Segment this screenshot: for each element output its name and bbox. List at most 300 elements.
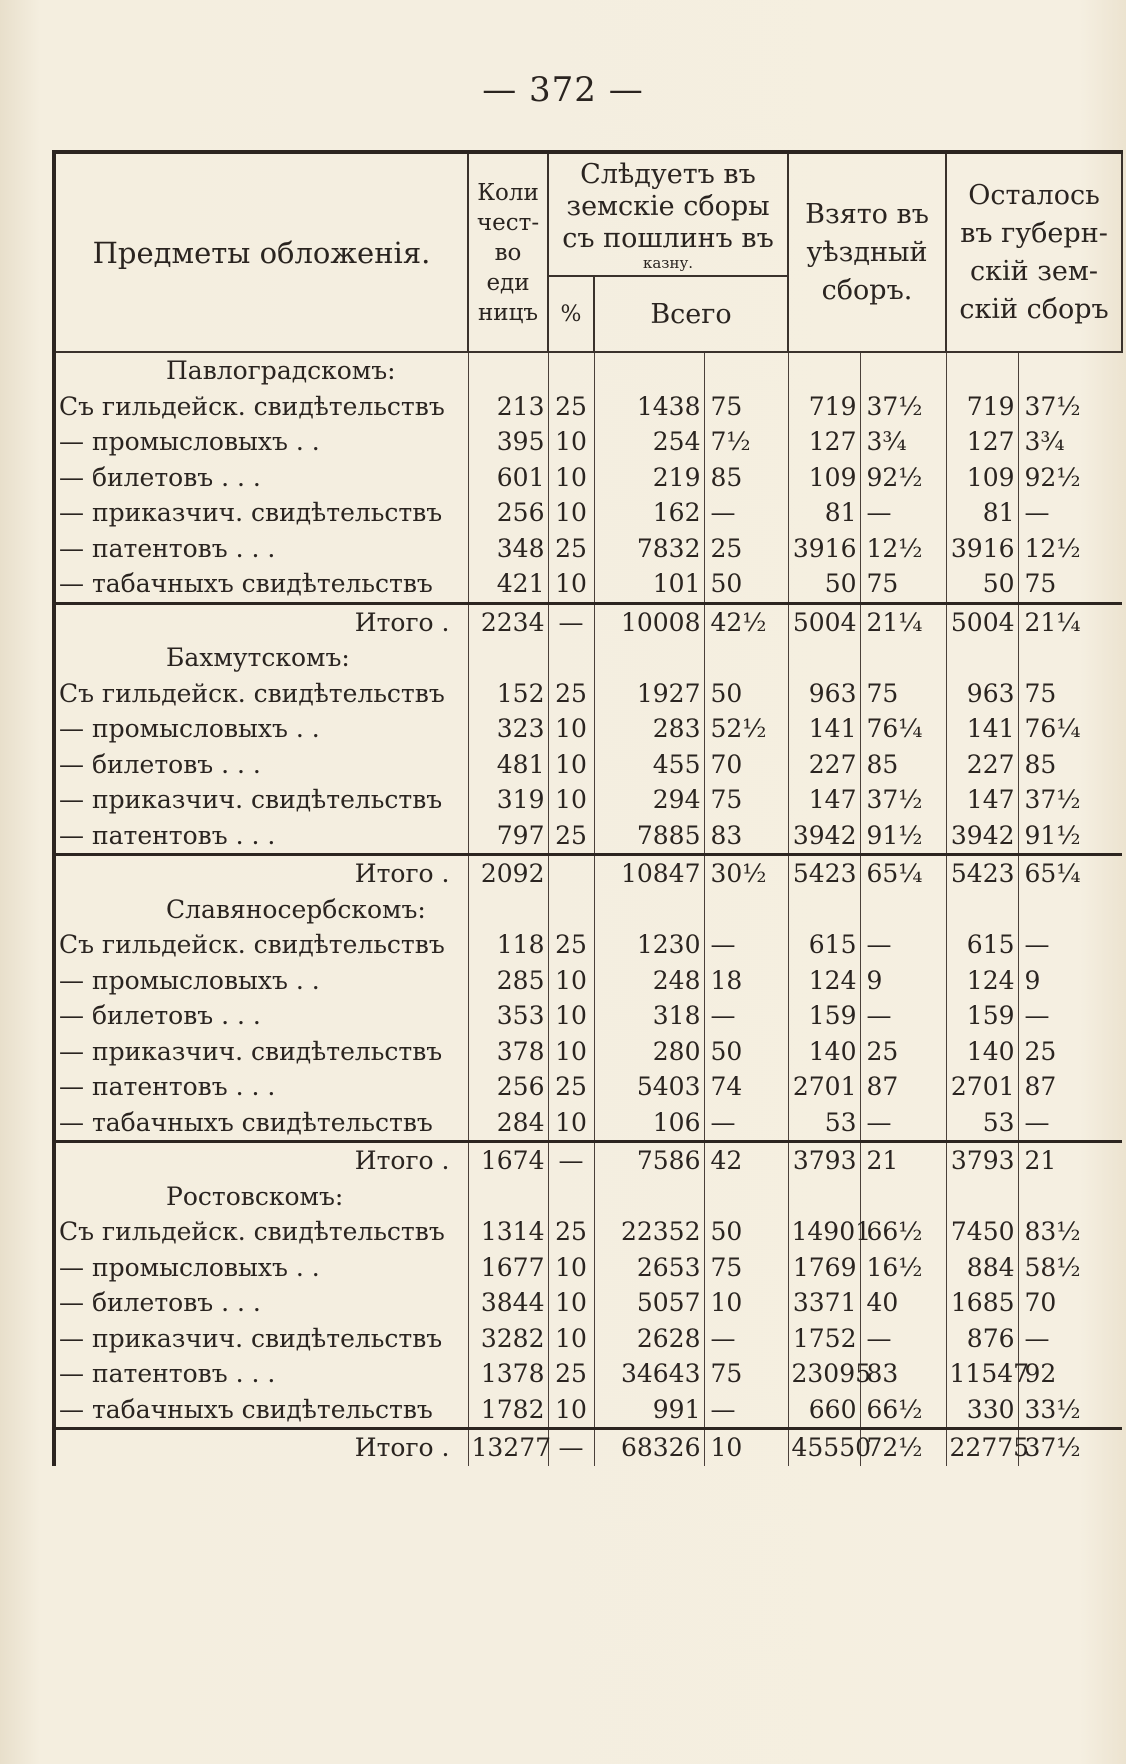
table-header bbox=[54, 152, 1122, 352]
header-quantity: Коли чест- во еди ницъ bbox=[468, 152, 548, 352]
empty-cell bbox=[860, 640, 946, 676]
total-rubles-cell: 22352 bbox=[594, 1214, 704, 1250]
total-rubles-cell: 2628 bbox=[594, 1321, 704, 1357]
quantity-cell: 213 bbox=[468, 389, 548, 425]
table-row bbox=[54, 566, 1122, 603]
empty-cell bbox=[860, 352, 946, 389]
total-uezd-rubles-cell: 3793 bbox=[788, 1142, 860, 1179]
gubern-rubles-cell: 159 bbox=[946, 998, 1018, 1034]
total-rubles-cell: 106 bbox=[594, 1105, 704, 1142]
total-row bbox=[54, 603, 1122, 640]
uezd-rubles-cell: 1769 bbox=[788, 1250, 860, 1286]
quantity-cell: 797 bbox=[468, 818, 548, 855]
total-kopecks-cell: — bbox=[704, 1105, 788, 1142]
quantity-cell: 3282 bbox=[468, 1321, 548, 1357]
percent-cell: 10 bbox=[548, 424, 594, 460]
quantity-cell: 601 bbox=[468, 460, 548, 496]
total-uezd-rubles-cell: 5004 bbox=[788, 603, 860, 640]
quantity-cell: 256 bbox=[468, 1069, 548, 1105]
table-row bbox=[54, 1214, 1122, 1250]
gubern-rubles-cell: 11547 bbox=[946, 1356, 1018, 1392]
quantity-cell: 421 bbox=[468, 566, 548, 603]
empty-cell bbox=[1018, 892, 1122, 928]
percent-cell: 10 bbox=[548, 1392, 594, 1429]
table-row bbox=[54, 782, 1122, 818]
total-quantity-cell: 1674 bbox=[468, 1142, 548, 1179]
table-row bbox=[54, 1356, 1122, 1392]
table-row bbox=[54, 747, 1122, 783]
quantity-cell: 285 bbox=[468, 963, 548, 999]
quantity-cell: 256 bbox=[468, 495, 548, 531]
table-row bbox=[54, 676, 1122, 712]
total-rubles-cell: 1927 bbox=[594, 676, 704, 712]
gubern-kopecks-cell: 92½ bbox=[1018, 460, 1122, 496]
section-title: Павлоградскомъ: bbox=[54, 352, 468, 389]
row-label: — патентовъ . . . bbox=[54, 1356, 468, 1392]
total-kopecks-cell: — bbox=[704, 495, 788, 531]
gubern-rubles-cell: 50 bbox=[946, 566, 1018, 603]
empty-cell bbox=[1018, 352, 1122, 389]
quantity-cell: 284 bbox=[468, 1105, 548, 1142]
row-label: — билетовъ . . . bbox=[54, 460, 468, 496]
empty-cell bbox=[946, 1179, 1018, 1215]
gubern-rubles-cell: 2701 bbox=[946, 1069, 1018, 1105]
quantity-cell: 395 bbox=[468, 424, 548, 460]
total-rubles-cell: 991 bbox=[594, 1392, 704, 1429]
table-row bbox=[54, 927, 1122, 963]
uezd-kopecks-cell: 66½ bbox=[860, 1392, 946, 1429]
empty-cell bbox=[860, 1179, 946, 1215]
section-title: Бахмутскомъ: bbox=[54, 640, 468, 676]
uezd-kopecks-cell: 83 bbox=[860, 1356, 946, 1392]
total-rubles-cell: 294 bbox=[594, 782, 704, 818]
header-gubern: Осталось въ губерн- скій зем- скій сборъ bbox=[946, 152, 1122, 352]
gubern-kopecks-cell: 92 bbox=[1018, 1356, 1122, 1392]
total-kopecks-cell: — bbox=[704, 998, 788, 1034]
uezd-rubles-cell: 159 bbox=[788, 998, 860, 1034]
uezd-rubles-cell: 23095 bbox=[788, 1356, 860, 1392]
gubern-rubles-cell: 141 bbox=[946, 711, 1018, 747]
row-label: — патентовъ . . . bbox=[54, 531, 468, 567]
gubern-kopecks-cell: 9 bbox=[1018, 963, 1122, 999]
total-kopecks-cell: — bbox=[704, 1392, 788, 1429]
total-kopecks-cell: 75 bbox=[704, 782, 788, 818]
empty-cell bbox=[548, 892, 594, 928]
total-kopecks-cell: 70 bbox=[704, 747, 788, 783]
row-label: — промысловыхъ . . bbox=[54, 424, 468, 460]
percent-cell: 10 bbox=[548, 1250, 594, 1286]
uezd-rubles-cell: 109 bbox=[788, 460, 860, 496]
empty-cell bbox=[704, 352, 788, 389]
uezd-kopecks-cell: 75 bbox=[860, 566, 946, 603]
header-percent: % bbox=[548, 276, 594, 352]
uezd-rubles-cell: 53 bbox=[788, 1105, 860, 1142]
table-row bbox=[54, 1321, 1122, 1357]
gubern-kopecks-cell: 58½ bbox=[1018, 1250, 1122, 1286]
uezd-kopecks-cell: 87 bbox=[860, 1069, 946, 1105]
tax-table bbox=[52, 150, 1123, 1466]
uezd-rubles-cell: 81 bbox=[788, 495, 860, 531]
percent-cell: 10 bbox=[548, 1321, 594, 1357]
total-rubles-cell: 101 bbox=[594, 566, 704, 603]
table-row bbox=[54, 1285, 1122, 1321]
percent-cell: 10 bbox=[548, 998, 594, 1034]
table-row bbox=[54, 1034, 1122, 1070]
gubern-rubles-cell: 147 bbox=[946, 782, 1018, 818]
total-uezd-kopecks-cell: 72½ bbox=[860, 1429, 946, 1466]
quantity-cell: 152 bbox=[468, 676, 548, 712]
total-gubern-rubles-cell: 5004 bbox=[946, 603, 1018, 640]
gubern-rubles-cell: 3942 bbox=[946, 818, 1018, 855]
total-kopecks-cell: 50 bbox=[704, 676, 788, 712]
total-gubern-kopecks-cell: 65¼ bbox=[1018, 855, 1122, 892]
total-rubles-cell: 283 bbox=[594, 711, 704, 747]
total-percent-cell bbox=[548, 855, 594, 892]
total-rubles-cell: 280 bbox=[594, 1034, 704, 1070]
uezd-rubles-cell: 1752 bbox=[788, 1321, 860, 1357]
gubern-kopecks-cell: 75 bbox=[1018, 676, 1122, 712]
total-total-rubles-cell: 10847 bbox=[594, 855, 704, 892]
uezd-rubles-cell: 140 bbox=[788, 1034, 860, 1070]
uezd-kopecks-cell: — bbox=[860, 998, 946, 1034]
quantity-cell: 481 bbox=[468, 747, 548, 783]
header-due-group: Слѣдуетъ въ земскіе сборы съ пошлинъ въ казну. bbox=[548, 152, 788, 276]
total-rubles-cell: 2653 bbox=[594, 1250, 704, 1286]
row-label: — билетовъ . . . bbox=[54, 747, 468, 783]
uezd-rubles-cell: 660 bbox=[788, 1392, 860, 1429]
table-row bbox=[54, 711, 1122, 747]
gubern-kopecks-cell: 76¼ bbox=[1018, 711, 1122, 747]
percent-cell: 10 bbox=[548, 747, 594, 783]
row-label: — билетовъ . . . bbox=[54, 1285, 468, 1321]
row-label: Съ гильдейск. свидѣтельствъ bbox=[54, 927, 468, 963]
percent-cell: 25 bbox=[548, 1069, 594, 1105]
uezd-rubles-cell: 14901 bbox=[788, 1214, 860, 1250]
table-row bbox=[54, 963, 1122, 999]
total-uezd-kopecks-cell: 21¼ bbox=[860, 603, 946, 640]
gubern-rubles-cell: 140 bbox=[946, 1034, 1018, 1070]
total-gubern-rubles-cell: 22775 bbox=[946, 1429, 1018, 1466]
empty-cell bbox=[594, 1179, 704, 1215]
gubern-rubles-cell: 7450 bbox=[946, 1214, 1018, 1250]
percent-cell: 10 bbox=[548, 782, 594, 818]
percent-cell: 10 bbox=[548, 566, 594, 603]
uezd-kopecks-cell: — bbox=[860, 1105, 946, 1142]
total-kopecks-cell: 83 bbox=[704, 818, 788, 855]
uezd-kopecks-cell: 37½ bbox=[860, 782, 946, 818]
table-row bbox=[54, 460, 1122, 496]
table-row bbox=[54, 1105, 1122, 1142]
gubern-kopecks-cell: 83½ bbox=[1018, 1214, 1122, 1250]
empty-cell bbox=[468, 352, 548, 389]
percent-cell: 10 bbox=[548, 1034, 594, 1070]
total-rubles-cell: 5403 bbox=[594, 1069, 704, 1105]
total-gubern-kopecks-cell: 21 bbox=[1018, 1142, 1122, 1179]
total-kopecks-cell: 50 bbox=[704, 566, 788, 603]
empty-cell bbox=[1018, 640, 1122, 676]
total-gubern-rubles-cell: 5423 bbox=[946, 855, 1018, 892]
percent-cell: 10 bbox=[548, 1105, 594, 1142]
empty-cell bbox=[788, 892, 860, 928]
empty-cell bbox=[704, 640, 788, 676]
empty-cell bbox=[468, 892, 548, 928]
total-percent-cell: — bbox=[548, 1142, 594, 1179]
percent-cell: 25 bbox=[548, 818, 594, 855]
total-rubles-cell: 318 bbox=[594, 998, 704, 1034]
total-rubles-cell: 1230 bbox=[594, 927, 704, 963]
empty-cell bbox=[788, 640, 860, 676]
uezd-rubles-cell: 50 bbox=[788, 566, 860, 603]
total-label: Итого . bbox=[54, 1142, 468, 1179]
total-uezd-rubles-cell: 45550 bbox=[788, 1429, 860, 1466]
total-total-rubles-cell: 68326 bbox=[594, 1429, 704, 1466]
percent-cell: 10 bbox=[548, 1285, 594, 1321]
total-kopecks-cell: 50 bbox=[704, 1034, 788, 1070]
uezd-kopecks-cell: — bbox=[860, 495, 946, 531]
uezd-kopecks-cell: 9 bbox=[860, 963, 946, 999]
row-label: — приказчич. свидѣтельствъ bbox=[54, 1034, 468, 1070]
quantity-cell: 1314 bbox=[468, 1214, 548, 1250]
gubern-rubles-cell: 124 bbox=[946, 963, 1018, 999]
uezd-kopecks-cell: 91½ bbox=[860, 818, 946, 855]
gubern-kopecks-cell: 37½ bbox=[1018, 782, 1122, 818]
gubern-rubles-cell: 227 bbox=[946, 747, 1018, 783]
uezd-rubles-cell: 147 bbox=[788, 782, 860, 818]
row-label: — билетовъ . . . bbox=[54, 998, 468, 1034]
total-rubles-cell: 34643 bbox=[594, 1356, 704, 1392]
uezd-kopecks-cell: — bbox=[860, 927, 946, 963]
percent-cell: 10 bbox=[548, 963, 594, 999]
uezd-kopecks-cell: — bbox=[860, 1321, 946, 1357]
total-total-kopecks-cell: 42 bbox=[704, 1142, 788, 1179]
empty-cell bbox=[788, 352, 860, 389]
total-gubern-kopecks-cell: 37½ bbox=[1018, 1429, 1122, 1466]
gubern-rubles-cell: 127 bbox=[946, 424, 1018, 460]
total-kopecks-cell: 75 bbox=[704, 389, 788, 425]
gubern-rubles-cell: 3916 bbox=[946, 531, 1018, 567]
total-label: Итого . bbox=[54, 855, 468, 892]
gubern-kopecks-cell: 75 bbox=[1018, 566, 1122, 603]
row-label: — табачныхъ свидѣтельствъ bbox=[54, 1105, 468, 1142]
uezd-rubles-cell: 963 bbox=[788, 676, 860, 712]
total-uezd-kopecks-cell: 65¼ bbox=[860, 855, 946, 892]
gubern-kopecks-cell: — bbox=[1018, 1321, 1122, 1357]
gubern-kopecks-cell: — bbox=[1018, 998, 1122, 1034]
gubern-kopecks-cell: — bbox=[1018, 495, 1122, 531]
total-rubles-cell: 7832 bbox=[594, 531, 704, 567]
empty-cell bbox=[704, 892, 788, 928]
total-kopecks-cell: — bbox=[704, 927, 788, 963]
empty-cell bbox=[468, 1179, 548, 1215]
uezd-kopecks-cell: 25 bbox=[860, 1034, 946, 1070]
percent-cell: 25 bbox=[548, 1214, 594, 1250]
table-row bbox=[54, 998, 1122, 1034]
total-gubern-kopecks-cell: 21¼ bbox=[1018, 603, 1122, 640]
uezd-kopecks-cell: 3¾ bbox=[860, 424, 946, 460]
row-label: — промысловыхъ . . bbox=[54, 711, 468, 747]
section-title-row bbox=[54, 640, 1122, 676]
gubern-rubles-cell: 330 bbox=[946, 1392, 1018, 1429]
percent-cell: 25 bbox=[548, 389, 594, 425]
table-row bbox=[54, 531, 1122, 567]
uezd-kopecks-cell: 66½ bbox=[860, 1214, 946, 1250]
row-label: — приказчич. свидѣтельствъ bbox=[54, 495, 468, 531]
section-title: Славяносербскомъ: bbox=[54, 892, 468, 928]
gubern-kopecks-cell: 85 bbox=[1018, 747, 1122, 783]
total-kopecks-cell: 75 bbox=[704, 1356, 788, 1392]
uezd-kopecks-cell: 76¼ bbox=[860, 711, 946, 747]
quantity-cell: 378 bbox=[468, 1034, 548, 1070]
gubern-rubles-cell: 615 bbox=[946, 927, 1018, 963]
gubern-kopecks-cell: 25 bbox=[1018, 1034, 1122, 1070]
gubern-rubles-cell: 1685 bbox=[946, 1285, 1018, 1321]
empty-cell bbox=[704, 1179, 788, 1215]
percent-cell: 10 bbox=[548, 711, 594, 747]
total-kopecks-cell: 10 bbox=[704, 1285, 788, 1321]
section-title-row bbox=[54, 1179, 1122, 1215]
quantity-cell: 3844 bbox=[468, 1285, 548, 1321]
table-body bbox=[54, 352, 1122, 1466]
total-label: Итого . bbox=[54, 1429, 468, 1466]
quantity-cell: 118 bbox=[468, 927, 548, 963]
gubern-rubles-cell: 719 bbox=[946, 389, 1018, 425]
row-label: — приказчич. свидѣтельствъ bbox=[54, 1321, 468, 1357]
gubern-kopecks-cell: 87 bbox=[1018, 1069, 1122, 1105]
gubern-kopecks-cell: 33½ bbox=[1018, 1392, 1122, 1429]
table-row bbox=[54, 495, 1122, 531]
gubern-rubles-cell: 81 bbox=[946, 495, 1018, 531]
uezd-kopecks-cell: 40 bbox=[860, 1285, 946, 1321]
uezd-rubles-cell: 719 bbox=[788, 389, 860, 425]
total-total-rubles-cell: 10008 bbox=[594, 603, 704, 640]
quantity-cell: 353 bbox=[468, 998, 548, 1034]
row-label: — табачныхъ свидѣтельствъ bbox=[54, 1392, 468, 1429]
total-total-kopecks-cell: 30½ bbox=[704, 855, 788, 892]
total-rubles-cell: 248 bbox=[594, 963, 704, 999]
table-row bbox=[54, 1250, 1122, 1286]
empty-cell bbox=[946, 352, 1018, 389]
row-label: — приказчич. свидѣтельствъ bbox=[54, 782, 468, 818]
row-label: — промысловыхъ . . bbox=[54, 1250, 468, 1286]
empty-cell bbox=[594, 892, 704, 928]
total-uezd-kopecks-cell: 21 bbox=[860, 1142, 946, 1179]
total-rubles-cell: 162 bbox=[594, 495, 704, 531]
total-kopecks-cell: 52½ bbox=[704, 711, 788, 747]
quantity-cell: 1378 bbox=[468, 1356, 548, 1392]
uezd-rubles-cell: 615 bbox=[788, 927, 860, 963]
table-row bbox=[54, 1069, 1122, 1105]
total-total-rubles-cell: 7586 bbox=[594, 1142, 704, 1179]
gubern-rubles-cell: 963 bbox=[946, 676, 1018, 712]
total-row bbox=[54, 1429, 1122, 1466]
table-row bbox=[54, 818, 1122, 855]
row-label: — промысловыхъ . . bbox=[54, 963, 468, 999]
total-kopecks-cell: 7½ bbox=[704, 424, 788, 460]
quantity-cell: 1782 bbox=[468, 1392, 548, 1429]
section-title: Ростовскомъ: bbox=[54, 1179, 468, 1215]
empty-cell bbox=[468, 640, 548, 676]
total-label: Итого . bbox=[54, 603, 468, 640]
table-row bbox=[54, 1392, 1122, 1429]
row-label: Съ гильдейск. свидѣтельствъ bbox=[54, 389, 468, 425]
total-row bbox=[54, 855, 1122, 892]
section-title-row bbox=[54, 352, 1122, 389]
total-rubles-cell: 7885 bbox=[594, 818, 704, 855]
gubern-kopecks-cell: — bbox=[1018, 927, 1122, 963]
total-rubles-cell: 1438 bbox=[594, 389, 704, 425]
gubern-rubles-cell: 876 bbox=[946, 1321, 1018, 1357]
empty-cell bbox=[946, 892, 1018, 928]
row-label: — патентовъ . . . bbox=[54, 1069, 468, 1105]
uezd-kopecks-cell: 85 bbox=[860, 747, 946, 783]
total-kopecks-cell: 85 bbox=[704, 460, 788, 496]
total-rubles-cell: 254 bbox=[594, 424, 704, 460]
total-quantity-cell: 13277 bbox=[468, 1429, 548, 1466]
total-rubles-cell: 219 bbox=[594, 460, 704, 496]
uezd-kopecks-cell: 92½ bbox=[860, 460, 946, 496]
total-gubern-rubles-cell: 3793 bbox=[946, 1142, 1018, 1179]
total-uezd-rubles-cell: 5423 bbox=[788, 855, 860, 892]
uezd-rubles-cell: 2701 bbox=[788, 1069, 860, 1105]
row-label: Съ гильдейск. свидѣтельствъ bbox=[54, 676, 468, 712]
gubern-kopecks-cell: — bbox=[1018, 1105, 1122, 1142]
gubern-kopecks-cell: 3¾ bbox=[1018, 424, 1122, 460]
total-total-kopecks-cell: 10 bbox=[704, 1429, 788, 1466]
empty-cell bbox=[548, 352, 594, 389]
quantity-cell: 319 bbox=[468, 782, 548, 818]
total-kopecks-cell: — bbox=[704, 1321, 788, 1357]
uezd-rubles-cell: 3916 bbox=[788, 531, 860, 567]
gubern-kopecks-cell: 37½ bbox=[1018, 389, 1122, 425]
quantity-cell: 348 bbox=[468, 531, 548, 567]
header-items: Предметы обложенія. bbox=[54, 152, 468, 352]
total-quantity-cell: 2092 bbox=[468, 855, 548, 892]
row-label: Съ гильдейск. свидѣтельствъ bbox=[54, 1214, 468, 1250]
empty-cell bbox=[594, 640, 704, 676]
gubern-kopecks-cell: 12½ bbox=[1018, 531, 1122, 567]
uezd-kopecks-cell: 12½ bbox=[860, 531, 946, 567]
empty-cell bbox=[1018, 1179, 1122, 1215]
percent-cell: 25 bbox=[548, 927, 594, 963]
uezd-rubles-cell: 3942 bbox=[788, 818, 860, 855]
empty-cell bbox=[788, 1179, 860, 1215]
table-row bbox=[54, 424, 1122, 460]
percent-cell: 25 bbox=[548, 531, 594, 567]
uezd-rubles-cell: 141 bbox=[788, 711, 860, 747]
percent-cell: 25 bbox=[548, 1356, 594, 1392]
header-total: Всего bbox=[594, 276, 788, 352]
total-row bbox=[54, 1142, 1122, 1179]
total-kopecks-cell: 18 bbox=[704, 963, 788, 999]
total-quantity-cell: 2234 bbox=[468, 603, 548, 640]
uezd-kopecks-cell: 75 bbox=[860, 676, 946, 712]
table-row bbox=[54, 389, 1122, 425]
empty-cell bbox=[548, 1179, 594, 1215]
empty-cell bbox=[594, 352, 704, 389]
row-label: — патентовъ . . . bbox=[54, 818, 468, 855]
gubern-rubles-cell: 109 bbox=[946, 460, 1018, 496]
gubern-rubles-cell: 884 bbox=[946, 1250, 1018, 1286]
uezd-rubles-cell: 127 bbox=[788, 424, 860, 460]
quantity-cell: 323 bbox=[468, 711, 548, 747]
uezd-rubles-cell: 227 bbox=[788, 747, 860, 783]
empty-cell bbox=[946, 640, 1018, 676]
percent-cell: 10 bbox=[548, 495, 594, 531]
total-rubles-cell: 455 bbox=[594, 747, 704, 783]
empty-cell bbox=[860, 892, 946, 928]
uezd-kopecks-cell: 37½ bbox=[860, 389, 946, 425]
page-number: — 372 — bbox=[482, 70, 644, 110]
